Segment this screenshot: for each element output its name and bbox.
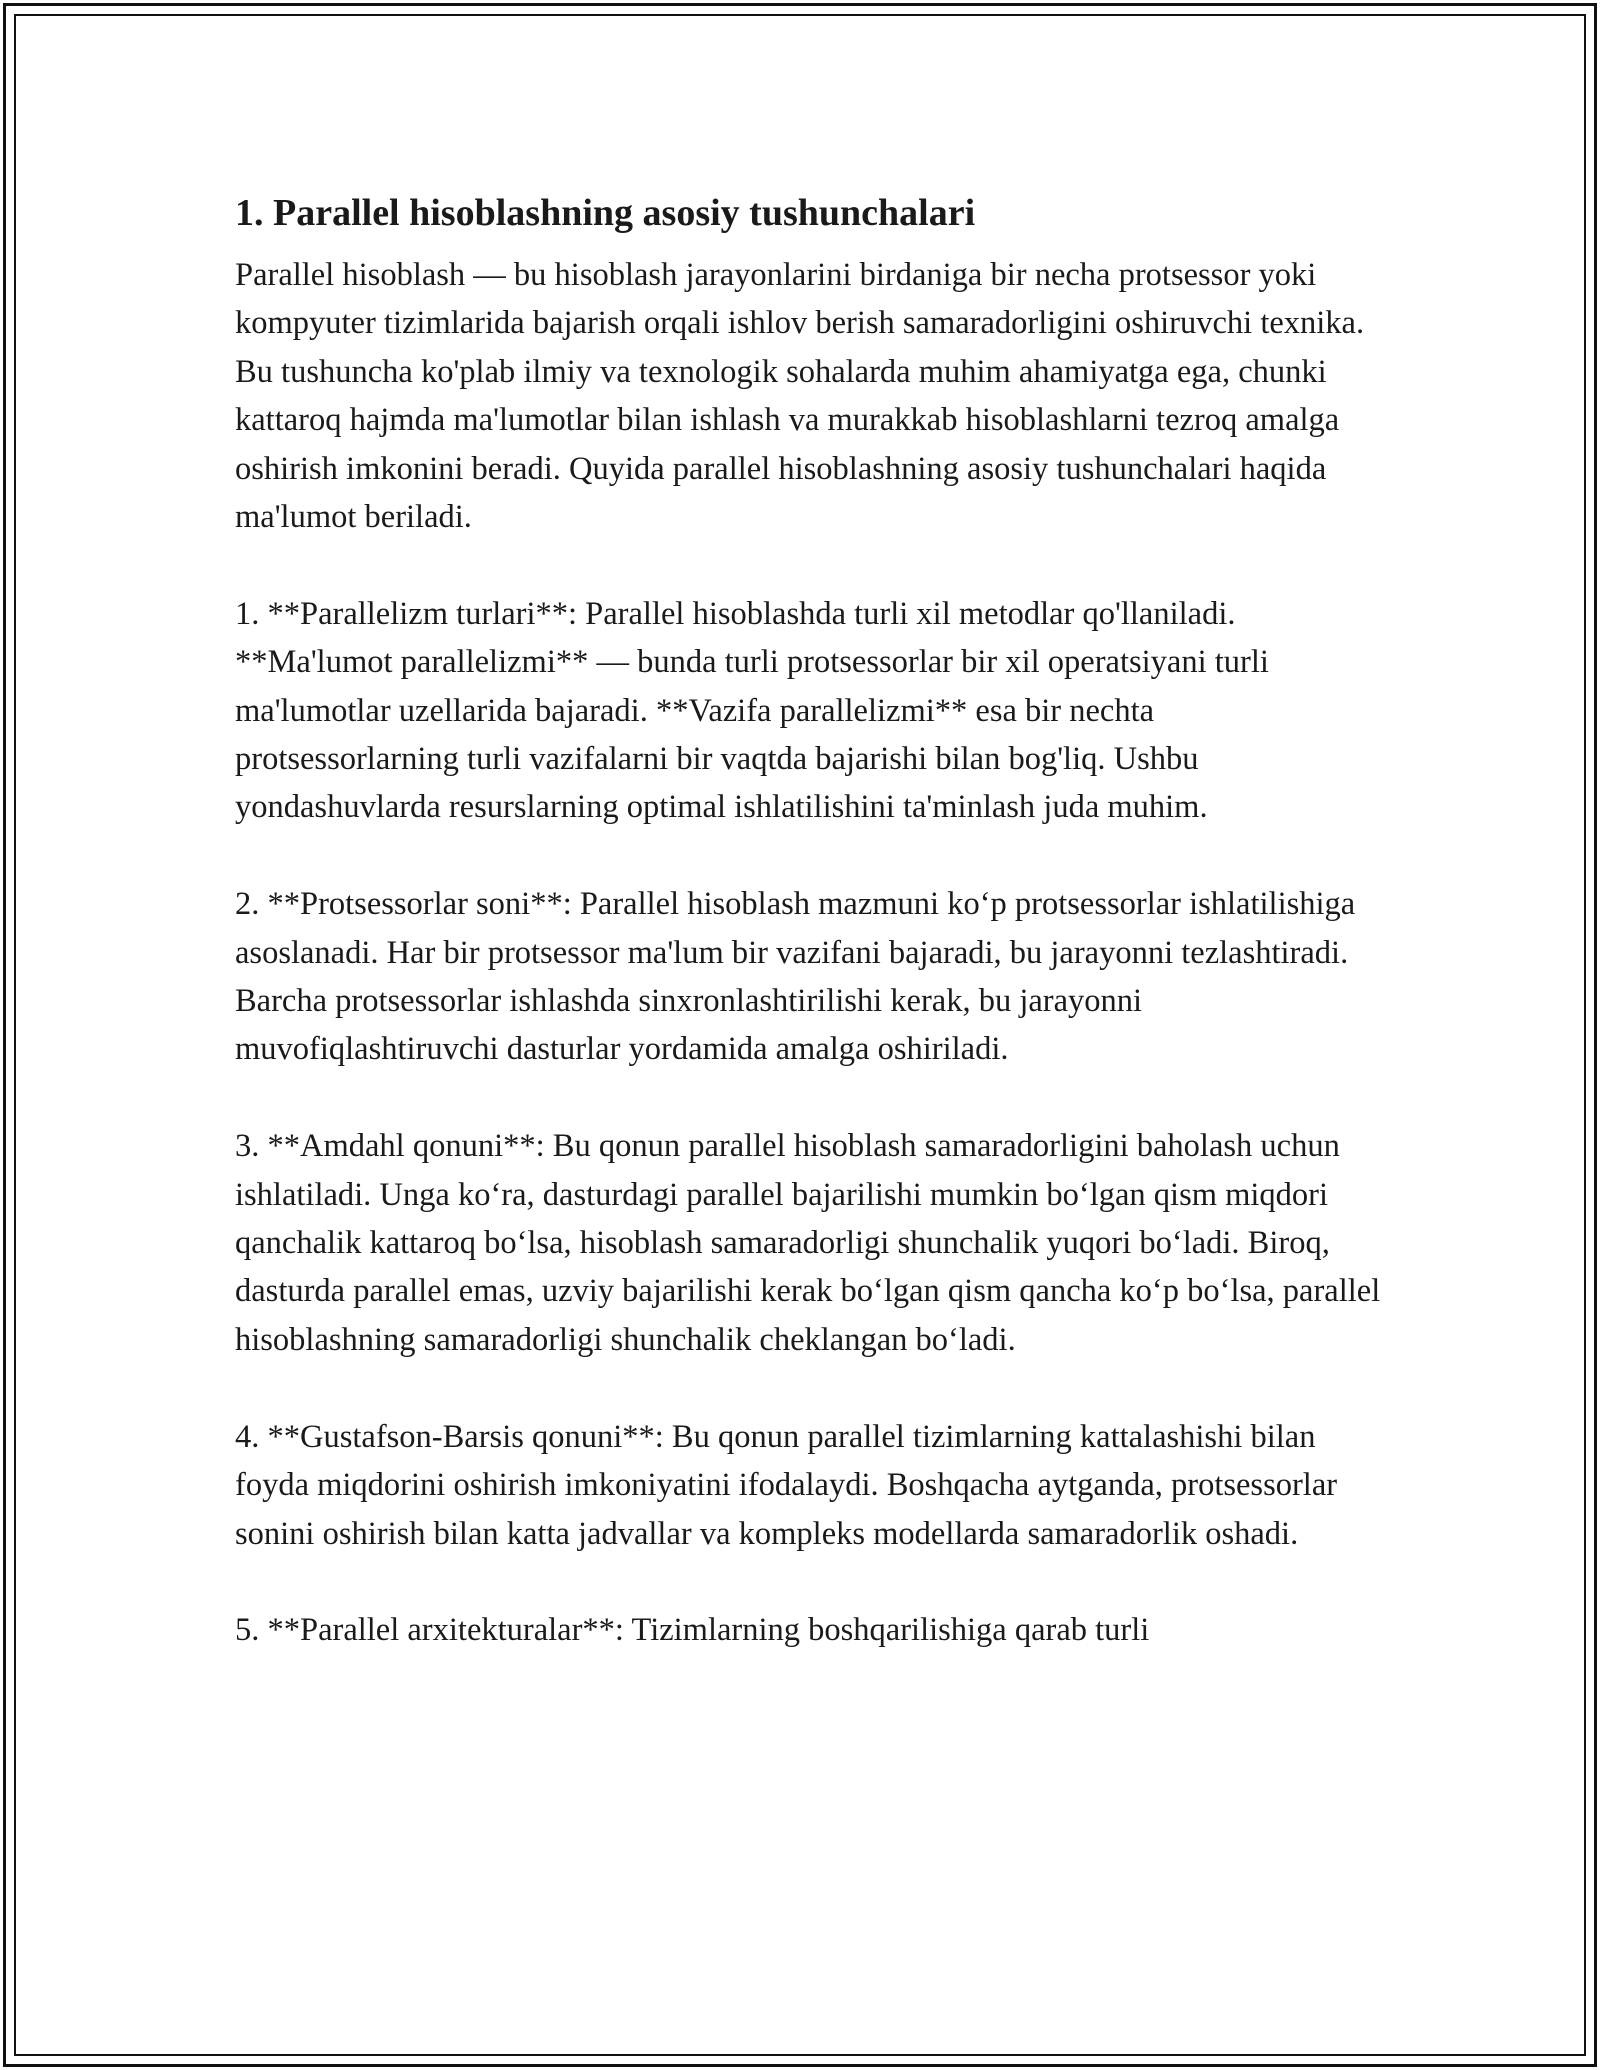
intro-paragraph: Parallel hisoblash — bu hisoblash jarayonlarini birdaniga bir necha protsessor yoki kompyuter tizimlarida bajarish orqali ishlov berish samaradorligini oshiruvchi texnika. Bu tushuncha ko'plab ilmiy va texnologik sohalarda muhim ahamiyatga ega, chunki kattaroq hajmda ma'lumotlar bilan ishlash va murakkab hisoblashlarni tezroq amalga oshirish imkonini beradi. Quyida parallel hisoblashning asosiy tushunchalari haqida ma'lumot beriladi. xyxy=(235,257,1365,536)
paragraph-parallelism-types: 1. **Parallelizm turlari**: Parallel hisoblashda turli xil metodlar qo'llaniladi. **Ma'lumot parallelizmi** — bunda turli protsessorlar bir xil operatsiyani turli ma'lumotlar uzellarida bajaradi. **Vazifa parallelizmi** esa bir nechta protsessorlarning turli vazifalarni bir vaqtda bajarishi bilan bog'liq. Ushbu yondashuvlarda resurslarning optimal ishlatilishini ta'minlash juda muhim. xyxy=(235,595,1269,826)
paragraph-parallel-architectures: 5. **Parallel arxitekturalar**: Tizimlarning boshqarilishiga qarab turli xyxy=(235,1612,1150,1649)
paragraph-amdahl-law: 3. **Amdahl qonuni**: Bu qonun parallel hisoblash samaradorligini baholash uchun ishlatiladi. Unga koʻra, dasturdagi parallel bajarilishi mumkin boʻlgan qism miqdori qanchalik kattaroq boʻlsa, hisoblash samaradorligi shunchalik yuqori boʻladi. Biroq, dasturda parallel emas, uzviy bajarilishi kerak boʻlgan qism qancha koʻp boʻlsa, parallel hisoblashning samaradorligi shunchalik cheklangan boʻladi. xyxy=(235,1128,1381,1358)
paragraph-processor-count: 2. **Protsessorlar soni**: Parallel hisoblash mazmuni koʻp protsessorlar ishlatilishiga asoslanadi. Har bir protsessor ma'lum bir vazifani bajaradi, bu jarayonni tezlashtiradi. Barcha protsessorlar ishlashda sinxronlashtirilishi kerak, bu jarayonni muvofiqlashtiruvchi dasturlar yordamida amalga oshiriladi. xyxy=(235,886,1356,1068)
paragraph-gustafson-barsis-law: 4. **Gustafson-Barsis qonuni**: Bu qonun parallel tizimlarning kattalashishi bilan foyda miqdorini oshirish imkoniyatini ifodalaydi. Boshqacha aytganda, protsessorlar sonini oshirish bilan katta jadvallar va kompleks modellarda samaradorlik oshadi. xyxy=(235,1418,1338,1552)
document-body xyxy=(235,185,1385,1655)
section-heading: 1. Parallel hisoblashning asosiy tushunchalari xyxy=(235,192,976,234)
